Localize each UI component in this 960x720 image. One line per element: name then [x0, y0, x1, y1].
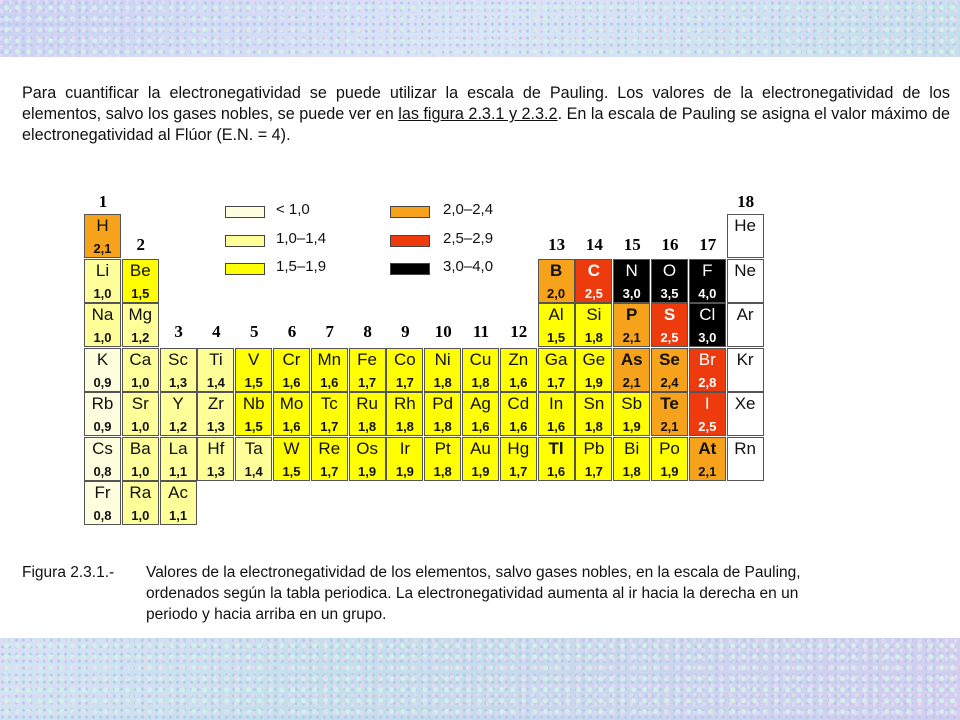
element-electronegativity: 1,0 [131, 463, 150, 479]
element-electronegativity: 1,6 [320, 374, 339, 390]
element-cell-o [651, 259, 688, 303]
element-cell-f [689, 259, 726, 303]
element-electronegativity: 1,9 [660, 463, 679, 479]
element-cell-he [727, 214, 764, 258]
element-symbol: K [96, 349, 109, 369]
element-electronegativity: 1,4 [206, 374, 225, 390]
element-electronegativity: 1,6 [282, 419, 301, 434]
element-symbol: Fr [94, 483, 111, 502]
element-electronegativity: 2,8 [698, 374, 717, 390]
element-cell-ni [424, 348, 461, 392]
element-cell-mo [273, 392, 310, 436]
element-cell-rb [84, 392, 121, 436]
element-cell-w [273, 437, 310, 481]
legend-swatch [225, 263, 265, 275]
element-symbol: Os [356, 438, 378, 458]
element-symbol: Ag [470, 394, 491, 413]
group-number-4: 4 [212, 322, 221, 341]
element-symbol: Mn [317, 349, 342, 369]
legend-swatch [390, 263, 430, 275]
legend-label: 2,0–2,4 [443, 201, 494, 218]
element-symbol: V [248, 349, 260, 369]
element-electronegativity: 1,0 [93, 330, 112, 345]
group-number-9: 9 [401, 322, 410, 341]
element-cell-s [651, 303, 688, 347]
element-electronegativity: 1,7 [320, 463, 339, 479]
element-cell-os [349, 437, 386, 481]
group-number-15: 15 [623, 235, 641, 254]
element-cell-rh [386, 392, 423, 436]
element-cell-tc [311, 392, 348, 436]
element-electronegativity: 1,1 [169, 508, 188, 523]
element-cell-y [160, 392, 197, 436]
element-symbol: Ar [736, 305, 754, 324]
intro-text-part2: . En la escala de Pauling se asigna el valor máximo de electronegatividad al Flúor (E.N. = 4). [22, 105, 950, 145]
element-symbol: Ti [209, 349, 223, 369]
legend-label: 1,0–1,4 [276, 230, 327, 247]
caption-line-1: Valores de la electronegatividad de los elementos, salvo gases nobles, en la escala de Pauling, [146, 564, 801, 581]
element-electronegativity: 1,5 [282, 463, 301, 479]
group-number-1: 1 [98, 192, 108, 211]
element-symbol: Rn [734, 438, 756, 458]
element-electronegativity: 1,6 [282, 374, 301, 390]
element-electronegativity: 1,0 [93, 285, 112, 301]
element-electronegativity: 1,3 [169, 374, 188, 390]
element-electronegativity: 1,8 [584, 330, 603, 345]
element-symbol: Zr [207, 394, 224, 413]
legend-swatch [390, 206, 430, 218]
element-symbol: Cd [507, 394, 530, 413]
element-cell-la [160, 437, 197, 481]
element-symbol: Na [91, 305, 114, 324]
element-symbol: I [704, 394, 710, 413]
element-symbol: Se [659, 349, 680, 369]
element-cell-as [613, 348, 650, 392]
element-cell-ir [386, 437, 423, 481]
element-electronegativity: 1,3 [206, 463, 225, 479]
element-symbol: Hg [507, 438, 530, 458]
periodic-table [0, 57, 960, 638]
element-electronegativity: 1,0 [131, 374, 150, 390]
element-cell-ac [160, 481, 197, 525]
element-cell-at [689, 437, 726, 481]
legend-swatch [390, 235, 430, 247]
element-electronegativity: 2,5 [660, 330, 679, 345]
element-electronegativity: 1,0 [131, 508, 150, 523]
caption-line-3: periodo y hacia arriba en un grupo. [146, 606, 387, 623]
element-electronegativity: 1,9 [584, 374, 603, 390]
element-symbol: La [168, 438, 188, 458]
element-cell-xe [727, 392, 764, 436]
element-cell-hg [500, 437, 537, 481]
group-number-2: 2 [136, 235, 146, 254]
element-symbol: Cs [92, 438, 113, 458]
element-cell-n [613, 259, 650, 303]
group-number-18: 18 [737, 192, 755, 211]
element-electronegativity: 2,4 [660, 374, 679, 390]
element-symbol: Cl [699, 305, 716, 324]
element-cell-ar [727, 303, 764, 347]
element-electronegativity: 1,9 [395, 463, 414, 479]
element-symbol: Pb [583, 438, 605, 458]
element-symbol: Ra [129, 483, 152, 502]
element-electronegativity: 2,1 [622, 330, 641, 345]
element-electronegativity: 1,8 [471, 374, 490, 390]
element-electronegativity: 1,6 [547, 419, 566, 434]
element-electronegativity: 0,9 [93, 419, 112, 434]
element-symbol: Mg [128, 305, 153, 324]
element-cell-cs [84, 437, 121, 481]
element-symbol: He [734, 216, 756, 235]
element-symbol: Xe [734, 394, 756, 413]
element-cell-k [84, 348, 121, 392]
element-cell-sr [122, 392, 159, 436]
element-symbol: Mo [279, 394, 304, 413]
element-electronegativity: 1,7 [320, 419, 339, 434]
element-cell-ti [197, 348, 234, 392]
element-cell-p [613, 303, 650, 347]
element-symbol: Al [548, 305, 564, 324]
element-cell-c [575, 259, 612, 303]
element-cell-ne [727, 259, 764, 303]
caption-label: Figura 2.3.1.- [22, 564, 115, 581]
element-electronegativity: 1,5 [131, 285, 150, 301]
element-cell-i [689, 392, 726, 436]
caption-body [146, 562, 952, 625]
element-electronegativity: 1,5 [244, 419, 263, 434]
element-symbol: As [620, 349, 643, 369]
element-cell-li [84, 259, 121, 303]
element-electronegativity: 1,8 [433, 374, 452, 390]
group-number-6: 6 [287, 322, 297, 341]
element-symbol: N [625, 260, 638, 280]
element-electronegativity: 1,8 [395, 419, 414, 434]
element-symbol: Si [586, 305, 602, 324]
element-symbol: In [549, 394, 564, 413]
element-electronegativity: 1,7 [509, 463, 528, 479]
group-number-11: 11 [472, 322, 490, 341]
element-electronegativity: 2,1 [622, 374, 641, 390]
element-electronegativity: 4,0 [698, 285, 717, 301]
element-electronegativity: 1,5 [244, 374, 263, 390]
element-electronegativity: 1,6 [471, 419, 490, 434]
element-symbol: Ca [129, 349, 152, 369]
element-symbol: Sc [168, 349, 189, 369]
group-number-14: 14 [585, 235, 603, 254]
element-cell-bi [613, 437, 650, 481]
element-symbol: Li [95, 260, 110, 280]
element-electronegativity: 3,5 [660, 285, 679, 301]
group-number-16: 16 [661, 235, 679, 254]
element-cell-co [386, 348, 423, 392]
group-number-5: 5 [249, 322, 259, 341]
element-cell-hf [197, 437, 234, 481]
element-electronegativity: 3,0 [622, 285, 641, 301]
element-symbol: Co [394, 349, 416, 369]
element-symbol: Y [172, 394, 184, 413]
element-cell-br [689, 348, 726, 392]
element-cell-ru [349, 392, 386, 436]
element-symbol: Ba [129, 438, 151, 458]
legend-label: 1,5–1,9 [276, 258, 327, 275]
element-cell-v [235, 348, 272, 392]
element-electronegativity: 1,6 [509, 419, 528, 434]
element-symbol: Ta [244, 438, 263, 458]
element-electronegativity: 0,8 [93, 463, 112, 479]
element-cell-cd [500, 392, 537, 436]
element-symbol: Ga [544, 349, 568, 369]
element-cell-ta [235, 437, 272, 481]
element-symbol: C [587, 260, 601, 280]
element-symbol: F [702, 260, 713, 280]
element-symbol: Te [660, 394, 679, 413]
legend-label: 3,0–4,0 [443, 258, 494, 275]
legend-swatch [225, 206, 265, 218]
element-cell-pb [575, 437, 612, 481]
element-symbol: W [283, 438, 300, 458]
element-electronegativity: 1,7 [358, 374, 377, 390]
element-electronegativity: 2,1 [93, 241, 112, 256]
group-number-13: 13 [548, 235, 566, 254]
element-electronegativity: 1,7 [547, 374, 566, 390]
element-electronegativity: 1,8 [358, 419, 377, 434]
element-symbol: Po [659, 438, 680, 458]
element-symbol: Nb [242, 394, 265, 413]
element-symbol: Ru [356, 394, 378, 413]
element-electronegativity: 1,9 [471, 463, 490, 479]
element-symbol: Ge [582, 349, 606, 369]
element-electronegativity: 1,2 [131, 330, 150, 345]
element-symbol: Fe [357, 349, 378, 369]
element-electronegativity: 1,9 [358, 463, 377, 479]
legend-swatch [225, 235, 265, 247]
element-electronegativity: 1,7 [395, 374, 414, 390]
element-electronegativity: 1,4 [244, 463, 263, 479]
caption-line-2: ordenados según la tabla periodica. La electronegatividad aumenta al ir hacia la derecha en un [146, 585, 799, 602]
legend-label: < 1,0 [276, 201, 310, 218]
element-cell-in [538, 392, 575, 436]
element-symbol: Hf [207, 438, 225, 458]
element-electronegativity: 2,5 [698, 419, 717, 434]
element-symbol: B [549, 260, 563, 280]
element-symbol: Pt [434, 438, 451, 458]
element-cell-ra [122, 481, 159, 525]
group-number-17: 17 [699, 235, 717, 254]
element-symbol: Tc [320, 394, 338, 413]
element-symbol: Be [129, 260, 151, 280]
element-electronegativity: 2,1 [698, 463, 717, 479]
element-electronegativity: 1,1 [169, 463, 188, 479]
element-electronegativity: 1,8 [433, 463, 452, 479]
element-symbol: At [698, 438, 717, 458]
element-cell-fr [84, 481, 121, 525]
element-cell-h [84, 214, 121, 258]
element-electronegativity: 2,1 [660, 419, 679, 434]
element-cell-sc [160, 348, 197, 392]
element-electronegativity: 1,5 [547, 330, 566, 345]
element-electronegativity: 1,7 [584, 463, 603, 479]
element-symbol: Cr [282, 349, 301, 369]
element-cell-ba [122, 437, 159, 481]
element-electronegativity: 3,0 [698, 330, 717, 345]
element-cell-al [538, 303, 575, 347]
element-electronegativity: 1,2 [169, 419, 188, 434]
element-electronegativity: 1,8 [622, 463, 641, 479]
element-symbol: Zn [508, 349, 529, 369]
element-cell-cl [689, 303, 726, 347]
element-electronegativity: 1,8 [584, 419, 603, 434]
element-cell-mg [122, 303, 159, 347]
element-symbol: Sr [131, 394, 149, 413]
element-symbol: Kr [736, 349, 754, 369]
element-cell-ge [575, 348, 612, 392]
element-cell-nb [235, 392, 272, 436]
element-electronegativity: 1,0 [131, 419, 150, 434]
group-number-8: 8 [363, 322, 372, 341]
group-number-12: 12 [510, 322, 528, 341]
element-symbol: O [662, 260, 677, 280]
element-cell-sb [613, 392, 650, 436]
intro-text-part1: Para cuantificar la electronegatividad se puede utilizar la escala de Pauling. Los valores de la electronegatividad de los elementos, salvo los gases nobles, se puede ver en [22, 84, 950, 124]
element-cell-be [122, 259, 159, 303]
group-number-10: 10 [434, 322, 452, 341]
element-symbol: Rh [394, 394, 416, 413]
element-cell-cu [462, 348, 499, 392]
element-symbol: Pd [432, 394, 454, 413]
element-electronegativity: 1,6 [547, 463, 566, 479]
element-electronegativity: 1,6 [509, 374, 528, 390]
element-cell-mn [311, 348, 348, 392]
group-number-3: 3 [174, 322, 183, 341]
element-cell-b [538, 259, 575, 303]
element-cell-pd [424, 392, 461, 436]
element-symbol: S [663, 305, 676, 324]
content-panel [0, 57, 960, 638]
element-cell-na [84, 303, 121, 347]
element-symbol: Br [698, 349, 716, 369]
element-symbol: Sn [583, 394, 605, 413]
element-cell-ca [122, 348, 159, 392]
element-electronegativity: 0,8 [93, 508, 112, 523]
group-number-7: 7 [325, 322, 335, 341]
element-symbol: Sb [621, 394, 643, 413]
element-cell-cr [273, 348, 310, 392]
element-symbol: Ac [168, 483, 189, 502]
element-cell-au [462, 437, 499, 481]
element-cell-pt [424, 437, 461, 481]
element-cell-zr [197, 392, 234, 436]
element-cell-sn [575, 392, 612, 436]
element-cell-kr [727, 348, 764, 392]
element-symbol: Ir [399, 438, 411, 458]
element-symbol: Ni [434, 349, 451, 369]
element-cell-te [651, 392, 688, 436]
element-symbol: Cu [469, 349, 492, 369]
element-electronegativity: 2,5 [584, 285, 603, 301]
element-cell-re [311, 437, 348, 481]
element-symbol: Ne [734, 260, 756, 280]
element-cell-ag [462, 392, 499, 436]
element-electronegativity: 1,9 [622, 419, 641, 434]
element-symbol: Re [318, 438, 341, 458]
figure-reference: las figura 2.3.1 y 2.3.2 [398, 105, 558, 124]
element-cell-fe [349, 348, 386, 392]
element-cell-se [651, 348, 688, 392]
element-symbol: Bi [624, 438, 640, 458]
element-symbol: H [96, 216, 109, 235]
legend-label: 2,5–2,9 [443, 230, 494, 247]
element-symbol: Rb [91, 394, 114, 413]
element-electronegativity: 1,3 [206, 419, 225, 434]
element-cell-zn [500, 348, 537, 392]
element-cell-tl [538, 437, 575, 481]
element-symbol: P [626, 305, 638, 324]
element-symbol: Tl [548, 438, 564, 458]
element-electronegativity: 0,9 [93, 374, 112, 390]
element-electronegativity: 2,0 [547, 285, 566, 301]
element-symbol: Au [470, 438, 491, 458]
element-cell-si [575, 303, 612, 347]
element-electronegativity: 1,8 [433, 419, 452, 434]
element-cell-rn [727, 437, 764, 481]
element-cell-ga [538, 348, 575, 392]
element-cell-po [651, 437, 688, 481]
